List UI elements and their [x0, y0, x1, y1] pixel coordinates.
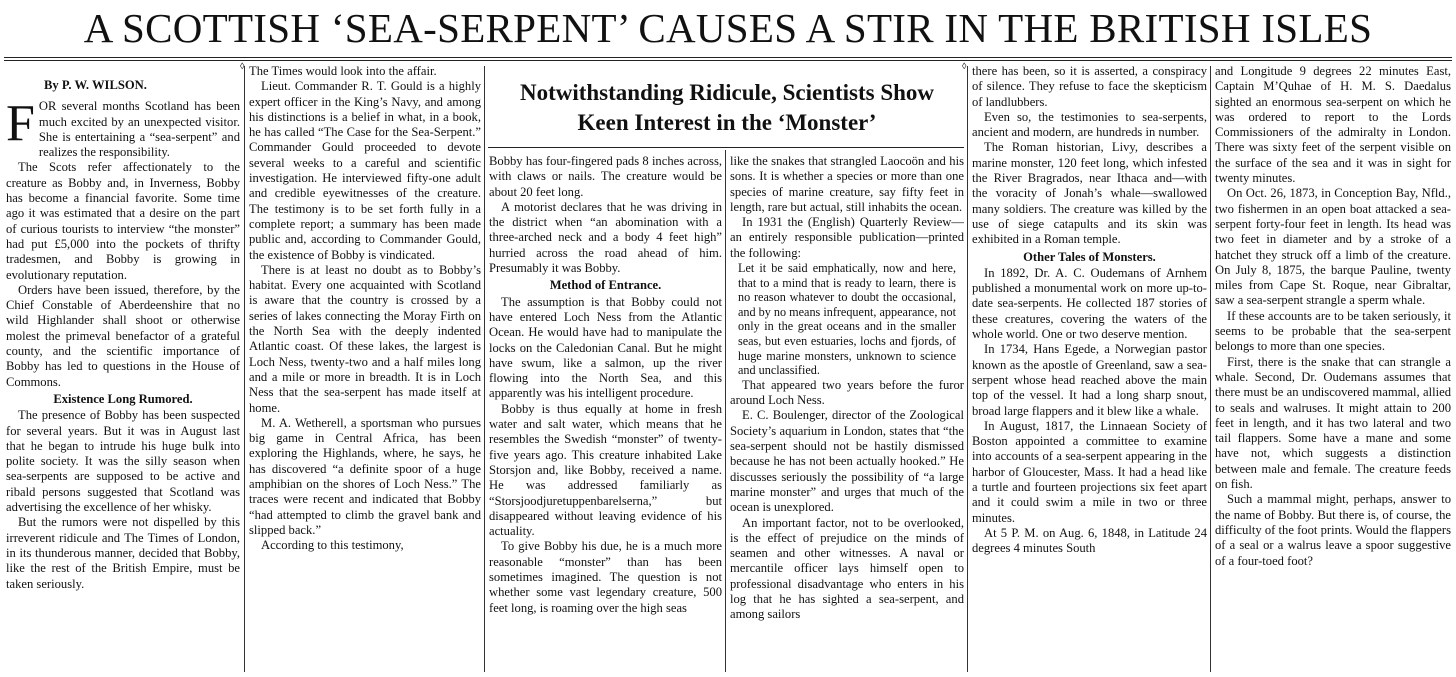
subheadline-rule: [488, 147, 964, 148]
paragraph: The Times would look into the affair.: [249, 64, 437, 78]
column-divider-ornament: ◊: [240, 61, 245, 71]
column-divider: [725, 150, 726, 672]
paragraph: At 5 P. M. on Aug. 6, 1848, in Latitude 24 degrees 4 minutes South: [972, 525, 1207, 556]
paragraph: The assumption is that Bobby could not have entered Loch Ness from the Atlantic Ocean. He would have had to manipulate the locks on the Caledonian Canal. But he might have swum, like a salmon, up the river flowing into the North Sea, and this apparently was his intelligent procedure.: [489, 294, 722, 401]
paragraph: In 1734, Hans Egede, a Norwegian pastor known as the apostle of Greenland, saw a sea-serpent whose head reached above the main top of the vessel. It had a long sharp snout, broad large flappers and it blew like a whale.: [972, 342, 1207, 418]
paragraph: If these accounts are to be taken seriously, it seems to be probable that the sea-serpent belongs to more than one species.: [1215, 308, 1451, 354]
paragraph: An important factor, not to be overlooked, is the effect of prejudice on the minds of seamen and other witnesses. A naval or mercantile officer lays himself open to professional disadvantage who enters in his log that he has sighted a sea-serpent, and among sailors: [730, 515, 964, 622]
paragraph: Such a mammal might, perhaps, answer to the name of Bobby. But there is, of course, the difficulty of the foot prints. Would the flappers of a seal or a walrus leave a spoor suggestive of a four-toed foot?: [1215, 492, 1451, 568]
paragraph: like the snakes that strangled Laocoön and his sons. It is whether a species or more than one species of marine creature, say fifty feet in length, rare but actual, still inhabits the ocean.: [730, 154, 964, 214]
paragraph: M. A. Wetherell, a sportsman who pursues big game in Central Africa, has been exploring the Highlands, where, he says, he has discovered “a definite spoor of a huge amphibian on the shores of Loch Ness.” The traces were recent and indicated that Bobby “had attempted to climb the gravel bank and slipped back.”: [249, 415, 481, 537]
paragraph: First, there is the snake that can strangle a whale. Second, Dr. Oudemans assumes that there must be an undiscovered mammal, allied to seals and walruses. It might attain to 200 feet in length, and it has two lateral and two tail flappers. Some have a mane and some have not, which suggests a distinction between male and female. The creature feeds on fish.: [1215, 354, 1451, 492]
paragraph: That appeared two years before the furor around Loch Ness.: [730, 377, 964, 408]
article-column-2: [249, 64, 481, 674]
paragraph: A motorist declares that he was driving in the district when “an abomination with a three-arched neck and a body 4 feet high” hurried across the road ahead of him. Presumably it was Bobby.: [489, 199, 722, 276]
paragraph: Bobby is thus equally at home in fresh water and salt water, which means that he resembles the Swedish “monster” of twenty-five years ago. This creature inhabited Lake Storsjon and, like Bobby, received a name. He was addressed familiarly as “Storsjoodjuretuppenbarelserna,” but disappeared without leaving evidence of his actuality.: [489, 401, 722, 539]
column-divider: [244, 66, 245, 672]
paragraph: The presence of Bobby has been suspected for several years. But it was in August last that he began to intrude his huge bulk into polite society. It was the silly season when sea-serpents are supposed to be active and ribald persons suggested that Scotland was advertising the excellence of her whisky.: [6, 408, 240, 515]
paragraph: In August, 1817, the Linnaean Society of Boston appointed a committee to examine into accounts of a sea-serpent appearing in the harbor of Gloucester, Mass. It had a head like a turtle and fourteen projections six feet apart and it could swim a mile in two or three minutes.: [972, 418, 1207, 525]
paragraph: The Scots refer affectionately to the creature as Bobby and, in Inverness, Bobby has become a financial favorite. Some time ago it was estimated that a desire on the part of curious tourists to interview “the monster” had put £5,000 into the pockets of thrifty tradesmen, and Bobby is growing in evolutionary reputation.: [6, 160, 240, 282]
paragraph: To give Bobby his due, he is a much more reasonable “monster” than has been sometimes imagined. The question is not whether some vast legendary creature, 500 feet long, is roaming over the high seas: [489, 539, 722, 615]
section-heading: Other Tales of Monsters.: [1023, 249, 1156, 264]
paragraph: There is at least no doubt as to Bobby’s habitat. Every one acquainted with Scotland is aware that the country is crossed by a series of lakes connecting the Moray Firth on the North Sea with the deeply indented Atlantic coast. Of these lakes, the largest is Loch Ness, twenty-two and a half miles long and a mile or more in breadth. It is in Loch Ness that the sea-serpent has made itself at home.: [249, 262, 481, 415]
section-heading: Existence Long Rumored.: [53, 391, 193, 406]
paragraph: Lieut. Commander R. T. Gould is a highly expert officer in the King’s Navy, and among his distinctions is a belief in what, in a book, he has called “The Case for the Sea-Serpent.” Commander Gould proceeded to devote several weeks to a careful and scientific investigation. He interviewed fifty-one adult and credible eyewitnesses of the creature. The testimony is to be set forth fully in a complete report; a summary has been made public and, according to Commander Gould, the existence of Bobby is vindicated.: [249, 79, 481, 262]
headline: A SCOTTISH ‘SEA-SERPENT’ CAUSES A STIR IN THE BRITISH ISLES: [83, 5, 1373, 51]
drop-cap: F: [6, 95, 35, 153]
column-divider: [1210, 66, 1211, 672]
paragraph: On Oct. 26, 1873, in Conception Bay, Nfld., two fishermen in an open boat attacked a sea-serpent forty-four feet in length. Its head was two feet in diameter and by a stroke of a hatchet they struck off a limb of the creature. On July 8, 1875, the barque Pauline, twenty miles from Cape St. Roque, near Gibraltar, saw a sea-serpent strangle a sperm whale.: [1215, 186, 1451, 308]
paragraph: In 1931 the (English) Quarterly Review—an entirely responsible publication—printed the following:: [730, 215, 964, 260]
subheadline-line-2: Keen Interest in the ‘Monster’: [577, 110, 877, 135]
paragraph: E. C. Boulenger, director of the Zoological Society’s aquarium in London, states that “the sea-serpent should not be hastily dismissed because he has not been actually hooked.” He discusses seriously the possibility of “a large marine monster” and urges that much of the ocean is unexplored.: [730, 408, 964, 515]
article-column-6: [1215, 64, 1451, 674]
article-column-5: [972, 64, 1207, 674]
byline: By P. W. WILSON.: [44, 78, 147, 92]
paragraph: According to this testimony,: [261, 538, 404, 553]
paragraph: But the rumors were not dispelled by this irreverent ridicule and The Times of London, in its thunderous manner, decided that Bobby, like the rest of the British Empire, must be taken seriously.: [6, 515, 240, 591]
headline-rule-bottom: [4, 60, 1452, 61]
subheadline: [486, 78, 968, 138]
headline-rule-top: [4, 57, 1452, 58]
paragraph: there has been, so it is asserted, a conspiracy of silence. They refuse to face the skepticism of landlubbers.: [972, 64, 1207, 109]
lead-paragraph: FOR several months Scotland has been much excited by an unexpected visitor. She is entertaining a “sea-serpent” and realizes the responsibility.: [6, 95, 240, 160]
paragraph: Even so, the testimonies to sea-serpents, ancient and modern, are hundreds in number.: [972, 109, 1207, 140]
paragraph: and Longitude 9 degrees 22 minutes East, Captain M’Quhae of H. M. S. Daedalus sighted an enormous sea-serpent on which he was ordered to report to the Lords Commissioners of the admiralty in London. There was sixty feet of the serpent visible on the surface of the sea and it was in sight for twenty minutes.: [1215, 64, 1451, 186]
paragraph: In 1892, Dr. A. C. Oudemans of Arnhem published a monumental work on more up-to-date sea-serpents. He collected 187 stories of these creatures, covering the waters of the whole world. One or two deserve mention.: [972, 265, 1207, 342]
paragraph: Orders have been issued, therefore, by the Chief Constable of Aberdeenshire that no wild Highlander shall shoot or otherwise molest the primeval benefactor of a grateful county, and the scientific importance of Bobby has led to questions in the House of Commons.: [6, 282, 240, 389]
column-divider: [967, 66, 968, 672]
paragraph: The Roman historian, Livy, describes a marine monster, 120 feet long, which infested the River Bragrados, near Ithaca and—with the voracity of Jonah’s whale—swallowed many soldiers. The creature was killed by the use of siege catapults and its skin was exhibited in a Roman temple.: [972, 140, 1207, 247]
column-divider: [484, 66, 485, 672]
paragraph: Bobby has four-fingered pads 8 inches across, with claws or nails. The creature would be about 20 feet long.: [489, 154, 722, 199]
article-column-1: [6, 64, 240, 674]
section-heading: Method of Entrance.: [549, 278, 662, 293]
article-column-4: [730, 154, 964, 674]
block-quote: Let it be said emphatically, now and here, that to a mind that is ready to learn, there is no reason whatever to doubt the occasional, and by no means infrequent, appearance, not only in the great oceans and in the smaller seas, but even estuaries, lochs and fjords, of huge marine monsters, unknown to science and unclassified.: [738, 261, 956, 378]
column-divider-ornament: ◊: [962, 61, 967, 71]
article-column-3: [489, 154, 722, 674]
subheadline-line-1: Notwithstanding Ridicule, Scientists Show: [519, 80, 935, 105]
